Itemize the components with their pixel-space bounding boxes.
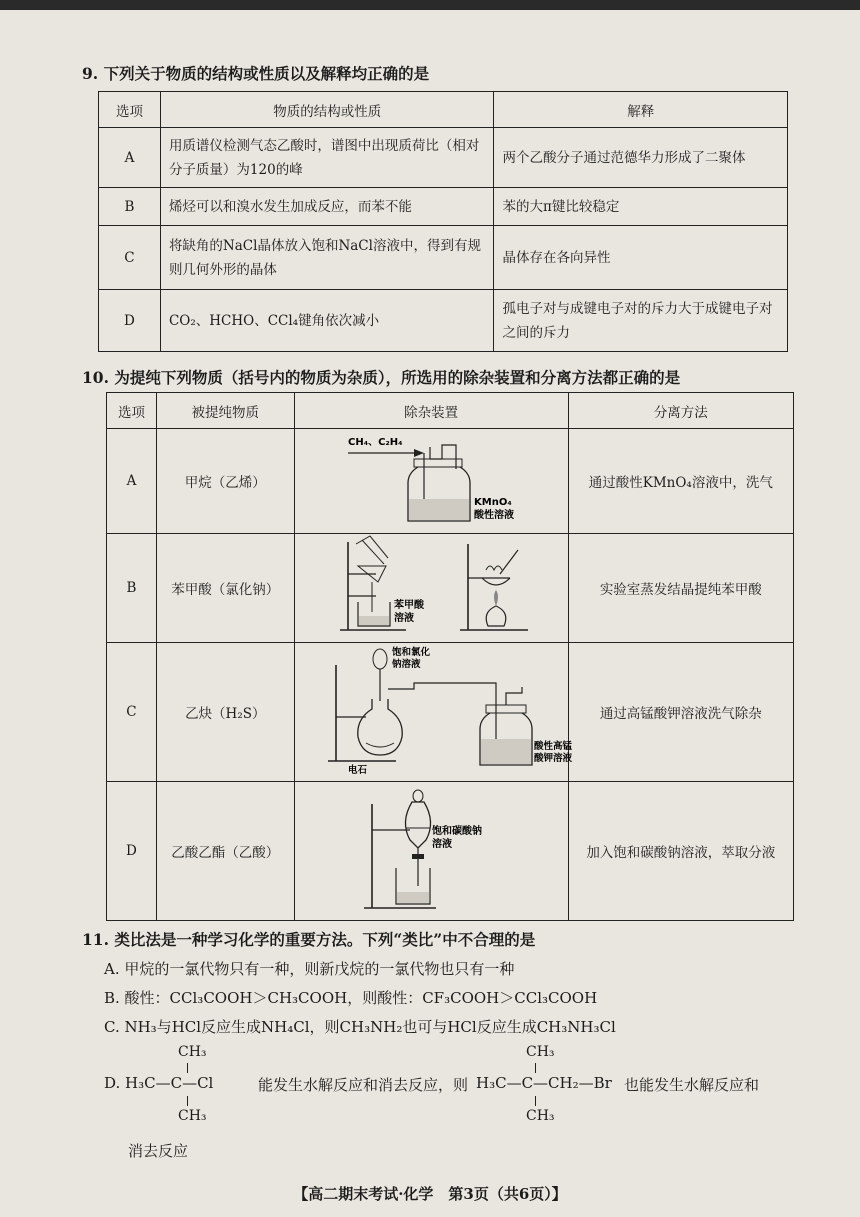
q11-option-a: A. 甲烷的一氯代物只有一种，则新戊烷的一氯代物也只有一种 (104, 960, 515, 978)
q9-property: 烯烃可以和溴水发生加成反应，而苯不能 (160, 188, 494, 226)
bond-line (535, 1096, 536, 1106)
delivery-tube (388, 683, 496, 705)
apparatus-separatory-funnel (294, 782, 568, 921)
q9-option: C (99, 226, 161, 290)
q11-option-d-structure2: H₃C—C—CH₂—Br (476, 1074, 612, 1092)
evaporating-dish (482, 578, 510, 585)
apparatus-label: 苯甲酸 (394, 600, 425, 611)
liquid-level (409, 499, 469, 520)
outlet-tube (506, 687, 522, 705)
q10-method: 实验室蒸发结晶提纯苯甲酸 (568, 534, 793, 643)
table-row (107, 534, 794, 643)
q10-title: 10. 为提纯下列物质（括号内的物质为杂质），所选用的除杂装置和分离方法都正确的是 (82, 368, 681, 387)
apparatus-label: 酸钾溶液 (534, 753, 573, 764)
q10-option: B (107, 534, 157, 643)
page-top-edge (0, 0, 860, 10)
apparatus-label: 饱和氯化 (392, 647, 431, 658)
page-footer: 【高二期末考试·化学 第3页（共6页）】 (293, 1185, 567, 1203)
table-row (99, 226, 788, 290)
q9-header-option: 选项 (99, 92, 161, 128)
liquid-level (481, 739, 531, 764)
separatory-funnel-diagram (296, 782, 566, 916)
q10-header-substance: 被提纯物质 (156, 393, 294, 429)
q9-property: CO₂、HCHO、CCl₄键角依次减小 (160, 290, 494, 352)
separatory-funnel (373, 649, 387, 669)
stopcock (412, 854, 424, 859)
q10-method: 通过高锰酸钾溶液洗气除杂 (568, 643, 793, 782)
filtration-evaporation-diagram (296, 534, 566, 638)
q11-option-b: B. 酸性：CCl₃COOH＞CH₃COOH，则酸性：CF₃COOH＞CCl₃COOH (104, 989, 598, 1007)
q10-method: 加入饱和碳酸钠溶液，萃取分液 (568, 782, 793, 921)
q10-option: C (107, 643, 157, 782)
ch3-top-1: CH₃ (178, 1044, 207, 1060)
q9-table (98, 91, 788, 352)
liquid-level (359, 616, 389, 625)
table-row (107, 429, 794, 534)
outlet-tube (430, 445, 456, 469)
washing-bottle-diagram (296, 429, 566, 529)
q9-option: A (99, 128, 161, 188)
ch3-top-2: CH₃ (526, 1044, 555, 1060)
table-row (99, 290, 788, 352)
bond-line (535, 1063, 536, 1073)
table-row (99, 188, 788, 226)
table-row (99, 128, 788, 188)
ch3-bottom-2: CH₃ (526, 1108, 555, 1124)
bottle-stopper (486, 705, 526, 713)
q10-header-apparatus: 除杂装置 (294, 393, 568, 429)
liquid-level (366, 743, 394, 747)
q9-explanation: 两个乙酸分子通过范德华力形成了二聚体 (494, 128, 788, 188)
apparatus-label: 饱和碳酸钠 (432, 826, 483, 837)
q10-method: 通过酸性KMnO₄溶液中，洗气 (568, 429, 793, 534)
q9-header-property: 物质的结构或性质 (160, 92, 494, 128)
alcohol-lamp (486, 606, 506, 626)
q9-explanation: 孤电子对与成键电子对的斥力大于成键电子对之间的斥力 (494, 290, 788, 352)
glass-rod (500, 550, 518, 574)
apparatus-label: CH₄、C₂H₄ (348, 437, 403, 448)
q10-substance: 乙酸乙酯（乙酸） (156, 782, 294, 921)
acetylene-generator-diagram (296, 643, 573, 777)
ch3-bottom-1: CH₃ (178, 1108, 207, 1124)
separatory-funnel (406, 802, 431, 848)
q9-option: B (99, 188, 161, 226)
q11-option-d-text: 能发生水解反应和消去反应，则 (258, 1076, 469, 1094)
bottle-stopper (414, 459, 462, 467)
table-row (107, 782, 794, 921)
q9-explanation: 晶体存在各向异性 (494, 226, 788, 290)
liquid-level (397, 892, 429, 903)
q10-substance: 乙炔（H₂S） (156, 643, 294, 782)
q9-explanation: 苯的大π键比较稳定 (494, 188, 788, 226)
apparatus-filtration-evaporation (294, 534, 568, 643)
q10-substance: 苯甲酸（氯化钠） (156, 534, 294, 643)
q11-title: 11. 类比法是一种学习化学的重要方法。下列“类比”中不合理的是 (82, 930, 536, 949)
vapor-icon (486, 566, 502, 570)
q9-property: 用质谱仪检测气态乙酸时，谱图中出现质荷比（相对分子质量）为120的峰 (160, 128, 494, 188)
apparatus-label: 酸性高锰 (534, 741, 573, 752)
apparatus-acetylene-generator (294, 643, 573, 782)
q11-option-d-structure1: D. H₃C—C—Cl (104, 1074, 214, 1092)
apparatus-washing-bottle (294, 429, 568, 534)
q10-option: D (107, 782, 157, 921)
funnel-stopper (413, 790, 423, 802)
flame-icon (494, 590, 498, 606)
q11-option-c: C. NH₃与HCl反应生成NH₄Cl，则CH₃NH₂也可与HCl反应生成CH₃NH₃Cl (104, 1018, 616, 1036)
stand-rod (460, 544, 528, 630)
apparatus-label: 电石 (348, 765, 368, 776)
q10-header-option: 选项 (107, 393, 157, 429)
apparatus-label: KMnO₄ (474, 497, 512, 508)
q10-table (106, 392, 794, 921)
q9-option: D (99, 290, 161, 352)
apparatus-label: 溶液 (394, 613, 415, 624)
apparatus-label: 酸性溶液 (474, 510, 515, 521)
q11-option-d-continued: 消去反应 (128, 1142, 189, 1160)
q10-substance: 甲烷（乙烯） (156, 429, 294, 534)
apparatus-label: 钠溶液 (392, 659, 421, 670)
q10-option: A (107, 429, 157, 534)
q9-header-explanation: 解释 (494, 92, 788, 128)
bond-line (187, 1096, 188, 1106)
q10-header-method: 分离方法 (568, 393, 793, 429)
glass-rod-beaker (356, 536, 388, 564)
q9-title: 9. 下列关于物质的结构或性质以及解释均正确的是 (82, 64, 430, 83)
bond-line (187, 1063, 188, 1073)
apparatus-label: 溶液 (432, 839, 453, 850)
arrow-head-icon (414, 449, 424, 457)
q11-option-d-suffix: 也能发生水解反应和 (624, 1076, 760, 1094)
q9-property: 将缺角的NaCl晶体放入饱和NaCl溶液中，得到有规则几何外形的晶体 (160, 226, 494, 290)
table-row (107, 643, 794, 782)
